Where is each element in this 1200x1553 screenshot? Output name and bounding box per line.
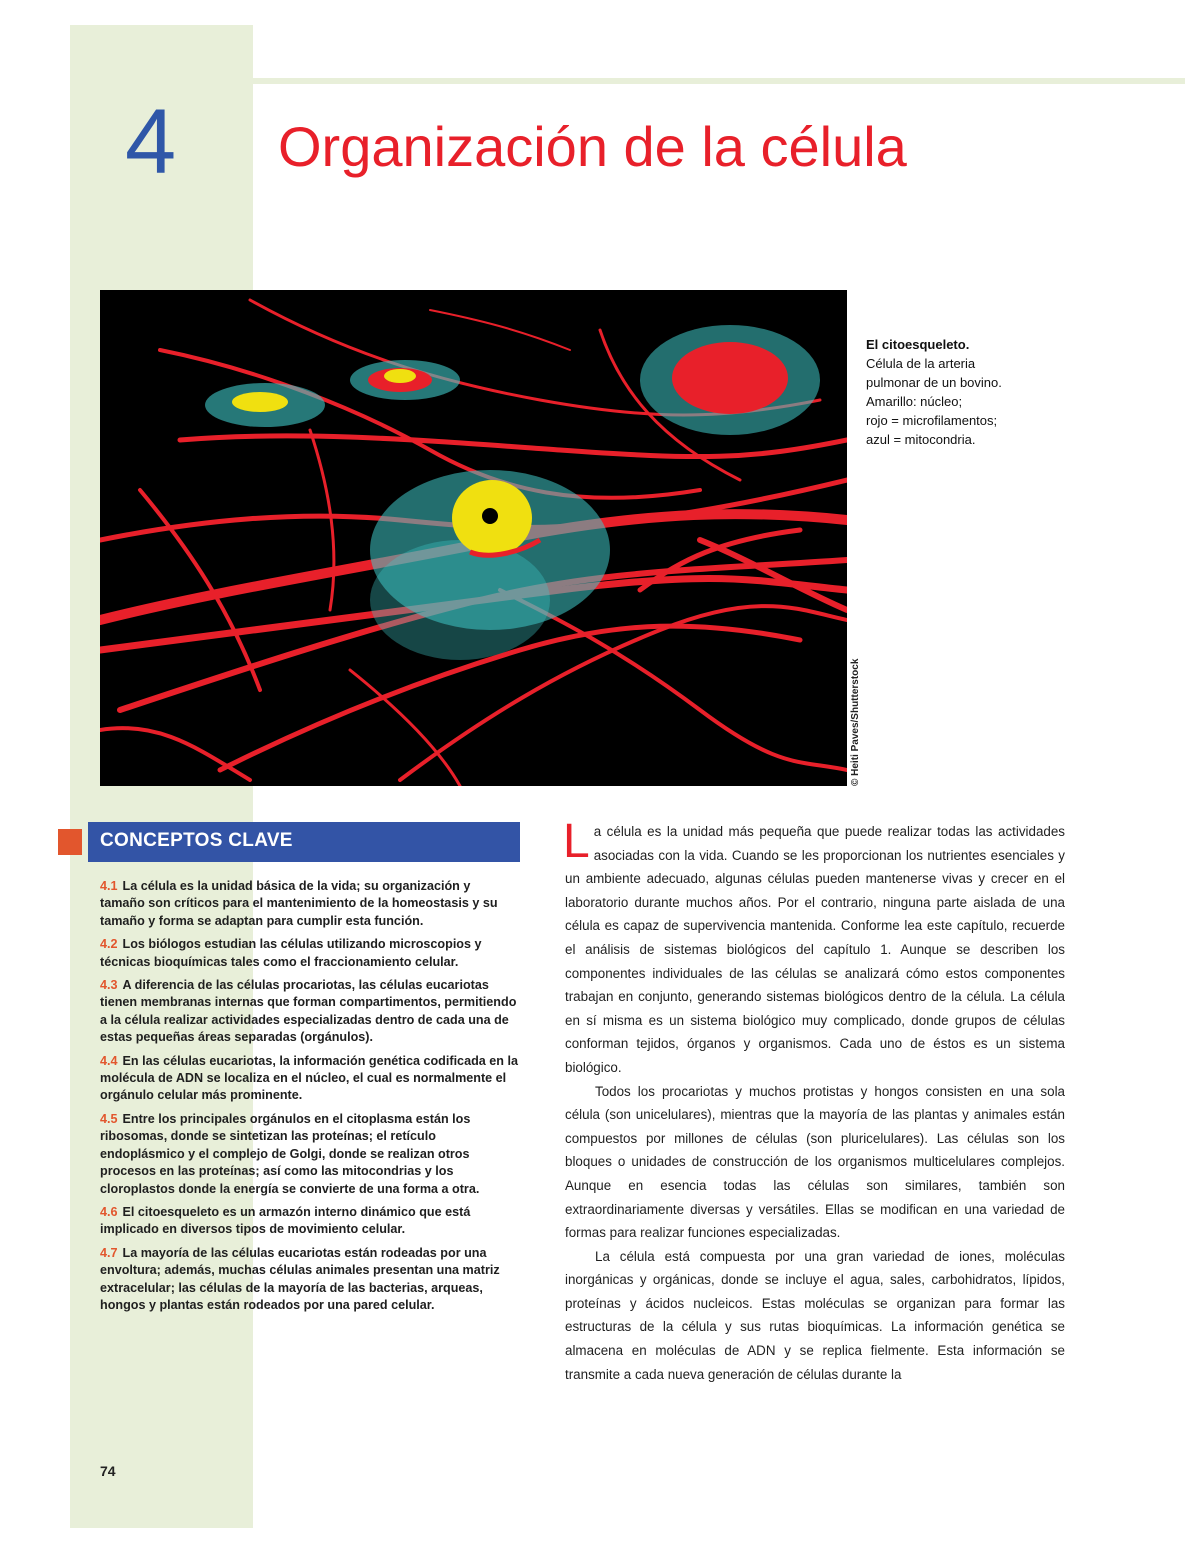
key-concepts-title: CONCEPTOS CLAVE: [100, 830, 293, 851]
caption-line: pulmonar de un bovino.: [866, 375, 1002, 390]
body-text: [563, 815, 1065, 1386]
concept-number: 4.2: [100, 937, 118, 952]
concept-text: Los biólogos estudian las células utilizando microscopios y técnicas bioquímicas tales como el fraccionamiento celular.: [100, 937, 482, 969]
chapter-number: 4: [125, 91, 177, 193]
body-paragraph-3: La célula está compuesta por una gran variedad de iones, moléculas inorgánicas y orgánicas, donde se incluye el agua, sales, carbohidratos, lípidos, proteínas y ácidos nucleicos. Estas moléculas se organizan para formar las estructuras de la célula y sus rutas bioquímicas. La información genética se almacena en moléculas de ADN y se replica fielmente. Esta información se transmite a cada nueva generación de células durante la: [565, 1248, 1065, 1382]
body-paragraph-1: [563, 815, 1065, 1080]
figure-caption: [866, 335, 1066, 449]
body-paragraph-2: Todos los procariotas y muchos protistas y hongos consisten en una sola célula (son unicelulares), mientras que la mayoría de las plantas y animales están compuestos por millones de células (son pluricelulares). Las células son los bloques o unidades de construcción de los organismos multicelulares complejos. Aunque en esencia todas las células son similares, también son extraordinariamente diversas y versátiles. Ellas se modifican en una variedad de formas para realizar funciones especializadas.: [565, 1083, 1065, 1241]
photo-credit: © Heiti Paves/Shutterstock: [850, 658, 861, 786]
caption-line: rojo = microfilamentos;: [866, 413, 998, 428]
cytoskeleton-micrograph: [100, 290, 847, 786]
caption-line: azul = mitocondria.: [866, 432, 976, 447]
concept-number: 4.6: [100, 1204, 118, 1219]
concept-text: La célula es la unidad básica de la vida; su organización y tamaño son críticos para el mantenimiento de la homeostasis y su tamaño y forma se adaptan para cumplir esta función.: [100, 879, 498, 928]
concept-number: 4.5: [100, 1111, 118, 1126]
concept-text: Entre los principales orgánulos en el citoplasma están los ribosomas, donde se sintetizan las proteínas; el retículo endoplásmico y el complejo de Golgi, donde se realizan otros procesos en las proteínas; así como las mitocondrias y los cloroplastos donde la energía se convierte de una forma a otra.: [100, 1111, 480, 1196]
concept-text: En las células eucariotas, la información genética codificada en la molécula de ADN se localiza en el núcleo, el cual es normalmente el orgánulo celular más prominente.: [100, 1053, 518, 1103]
chapter-title: Organización de la célula: [278, 115, 907, 178]
key-concept-item: [100, 1245, 518, 1315]
key-concept-item: [100, 977, 518, 1047]
concept-number: 4.3: [100, 978, 118, 993]
caption-line: Célula de la arteria: [866, 356, 976, 371]
header-rule: [253, 78, 1185, 84]
key-concepts-list: [100, 878, 518, 1320]
concept-number: 4.1: [100, 879, 118, 893]
paragraph-text: a célula es la unidad más pequeña que puede realizar todas las actividades asociadas con la vida. Cuando se les proporcionan los nutrientes esenciales y un ambiente adecuado, algunas células pueden mantenerse vivas y crecer en el laboratorio durante muchos años. Por el contrario, ninguna parte aislada de una célula es capaz de supervivencia mantenida. Conforme lea este capítulo, recuerde el análisis de sistemas biológicos del capítulo 1. Aunque se describen los componentes individuales de las células se analizará cómo estos componentes trabajan en conjunto, generando sistemas biológicos dentro de la célula. La célula en sí misma es un sistema biológico muy complicado, donde grupos de células conforman tejidos, órganos y organismos. Cada uno de éstos es un sistema biológico.: [565, 824, 1065, 1075]
concept-text: La mayoría de las células eucariotas están rodeadas por una envoltura; además, muchas células animales presentan una matriz extracelular; las células de la mayoría de las bacterias, arqueas, hongos y plantas están rodeados por una pared celular.: [100, 1245, 500, 1312]
page-number: 74: [100, 1463, 116, 1479]
micrograph-illustration: [100, 290, 847, 786]
concept-text: El citoesqueleto es un armazón interno dinámico que está implicado en diversos tipos de movimiento celular.: [100, 1204, 471, 1237]
key-concept-item: [100, 1204, 518, 1239]
key-concept-item: [100, 1053, 518, 1105]
key-concept-item: [100, 1111, 518, 1198]
drop-cap: L: [563, 815, 590, 868]
concept-number: 4.4: [100, 1053, 118, 1068]
key-concept-item: [100, 878, 518, 930]
concept-number: 4.7: [100, 1245, 118, 1260]
key-concept-item: [100, 936, 518, 971]
caption-line: Amarillo: núcleo;: [866, 394, 963, 409]
caption-label: El citoesqueleto.: [866, 337, 970, 352]
concept-text: A diferencia de las células procariotas, las células eucariotas tienen membranas internas que forman compartimentos, permitiendo a la célula realizar actividades especializadas dentro de cada una de estas pequeñas áreas separadas (orgánulos).: [100, 978, 517, 1045]
key-concepts-marker: [58, 829, 82, 855]
